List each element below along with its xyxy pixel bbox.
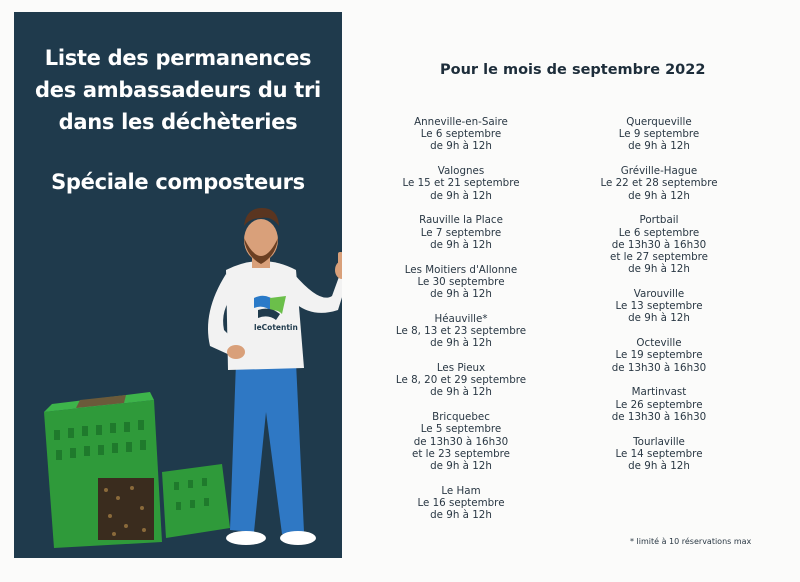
entry-place: Varouville bbox=[633, 288, 685, 301]
schedule-entry bbox=[386, 165, 536, 202]
entry-date-line: de 9h à 12h bbox=[430, 337, 492, 350]
entry-date-line: de 9h à 12h bbox=[430, 509, 492, 522]
schedule-entry bbox=[584, 436, 734, 473]
schedule-entry bbox=[386, 116, 536, 153]
entry-date-line: de 9h à 12h bbox=[628, 189, 690, 202]
ambassador-illustration bbox=[14, 12, 342, 558]
entry-date-line: Le 9 septembre bbox=[618, 128, 700, 141]
entry-place: Martinvast bbox=[631, 386, 687, 399]
entry-place: Querqueville bbox=[626, 116, 692, 128]
entry-place: Les Pieux bbox=[436, 362, 486, 375]
schedule-entry bbox=[386, 411, 536, 472]
schedule-entry bbox=[386, 214, 536, 251]
entry-place: Gréville-Hague bbox=[620, 165, 698, 178]
schedule-entry bbox=[584, 288, 734, 325]
entry-place: Héauville* bbox=[434, 312, 488, 325]
entry-date-line: et le 23 septembre bbox=[411, 447, 510, 460]
entry-place: Octeville bbox=[636, 337, 682, 350]
schedule-entry bbox=[584, 165, 734, 202]
entry-date-line: Le 22 et 28 septembre bbox=[600, 177, 718, 190]
entry-date-line: Le 13 septembre bbox=[615, 300, 703, 313]
entry-date-line: Le 8, 20 et 29 septembre bbox=[395, 374, 527, 387]
poster-panel bbox=[14, 12, 342, 558]
entry-date-line: de 9h à 12h bbox=[628, 263, 690, 276]
schedule-title: Pour le mois de septembre 2022 bbox=[440, 62, 706, 78]
entry-date-line: de 9h à 12h bbox=[628, 312, 690, 325]
schedule-entry bbox=[584, 337, 734, 374]
entry-place: Tourlaville bbox=[633, 435, 685, 448]
entry-date-line: de 9h à 12h bbox=[430, 238, 492, 251]
schedule-entry bbox=[386, 264, 536, 301]
entry-date-line: de 9h à 12h bbox=[430, 460, 492, 473]
entry-place: Anneville-en-Saire bbox=[414, 116, 508, 128]
shirt-logo-text: leCotentin bbox=[254, 323, 298, 332]
entry-date-line: de 9h à 12h bbox=[430, 140, 492, 153]
entry-date-line: de 13h30 à 16h30 bbox=[611, 410, 707, 423]
entry-place: Le Ham bbox=[441, 484, 481, 497]
poster-title-line: dans les déchèteries bbox=[58, 110, 298, 134]
entry-date-line: Le 7 septembre bbox=[420, 226, 502, 239]
entry-date-line: Le 30 septembre bbox=[417, 275, 505, 288]
entry-date-line: Le 6 septembre bbox=[420, 128, 502, 141]
entry-date-line: de 9h à 12h bbox=[430, 189, 492, 202]
entry-date-line: de 9h à 12h bbox=[628, 460, 690, 473]
entry-date-line: Le 6 septembre bbox=[618, 226, 700, 239]
entry-date-line: et le 27 septembre bbox=[609, 251, 708, 264]
entry-date-line: de 9h à 12h bbox=[628, 140, 690, 153]
entry-date-line: Le 14 septembre bbox=[615, 447, 703, 460]
entry-place: Portbail bbox=[639, 214, 679, 227]
compost-bin-icon bbox=[44, 392, 230, 548]
schedule-entry bbox=[386, 313, 536, 350]
poster-title-line: Liste des permanences bbox=[44, 46, 312, 70]
entry-date-line: de 13h30 à 16h30 bbox=[611, 361, 707, 374]
schedule-entry bbox=[386, 362, 536, 399]
schedule-entry bbox=[584, 116, 734, 153]
ambassador-figure bbox=[208, 208, 342, 545]
schedule-entry bbox=[584, 386, 734, 423]
entry-place: Les Moitiers d'Allonne bbox=[404, 263, 518, 276]
entry-date-line: Le 26 septembre bbox=[615, 398, 703, 411]
poster-title-line: des ambassadeurs du tri bbox=[35, 78, 321, 102]
entry-place: Bricquebec bbox=[432, 411, 490, 424]
schedule-entry bbox=[386, 485, 536, 522]
footnote: * limité à 10 réservations max bbox=[630, 537, 752, 546]
poster-subtitle: Spéciale composteurs bbox=[51, 170, 305, 194]
entry-date-line: Le 19 septembre bbox=[615, 349, 703, 362]
entry-place: Valognes bbox=[437, 165, 485, 178]
entry-place: Rauville la Place bbox=[419, 214, 503, 227]
schedule-column-left bbox=[386, 116, 536, 534]
entry-date-line: Le 8, 13 et 23 septembre bbox=[395, 325, 527, 338]
entry-date-line: de 13h30 à 16h30 bbox=[413, 435, 509, 448]
entry-date-line: de 13h30 à 16h30 bbox=[611, 238, 707, 251]
schedule-entry bbox=[584, 214, 734, 275]
schedule-column-right bbox=[584, 116, 734, 485]
entry-date-line: de 9h à 12h bbox=[430, 288, 492, 301]
entry-date-line: Le 15 et 21 septembre bbox=[402, 177, 520, 190]
entry-date-line: de 9h à 12h bbox=[430, 386, 492, 399]
entry-date-line: Le 5 septembre bbox=[420, 423, 502, 436]
entry-date-line: Le 16 septembre bbox=[417, 497, 505, 510]
